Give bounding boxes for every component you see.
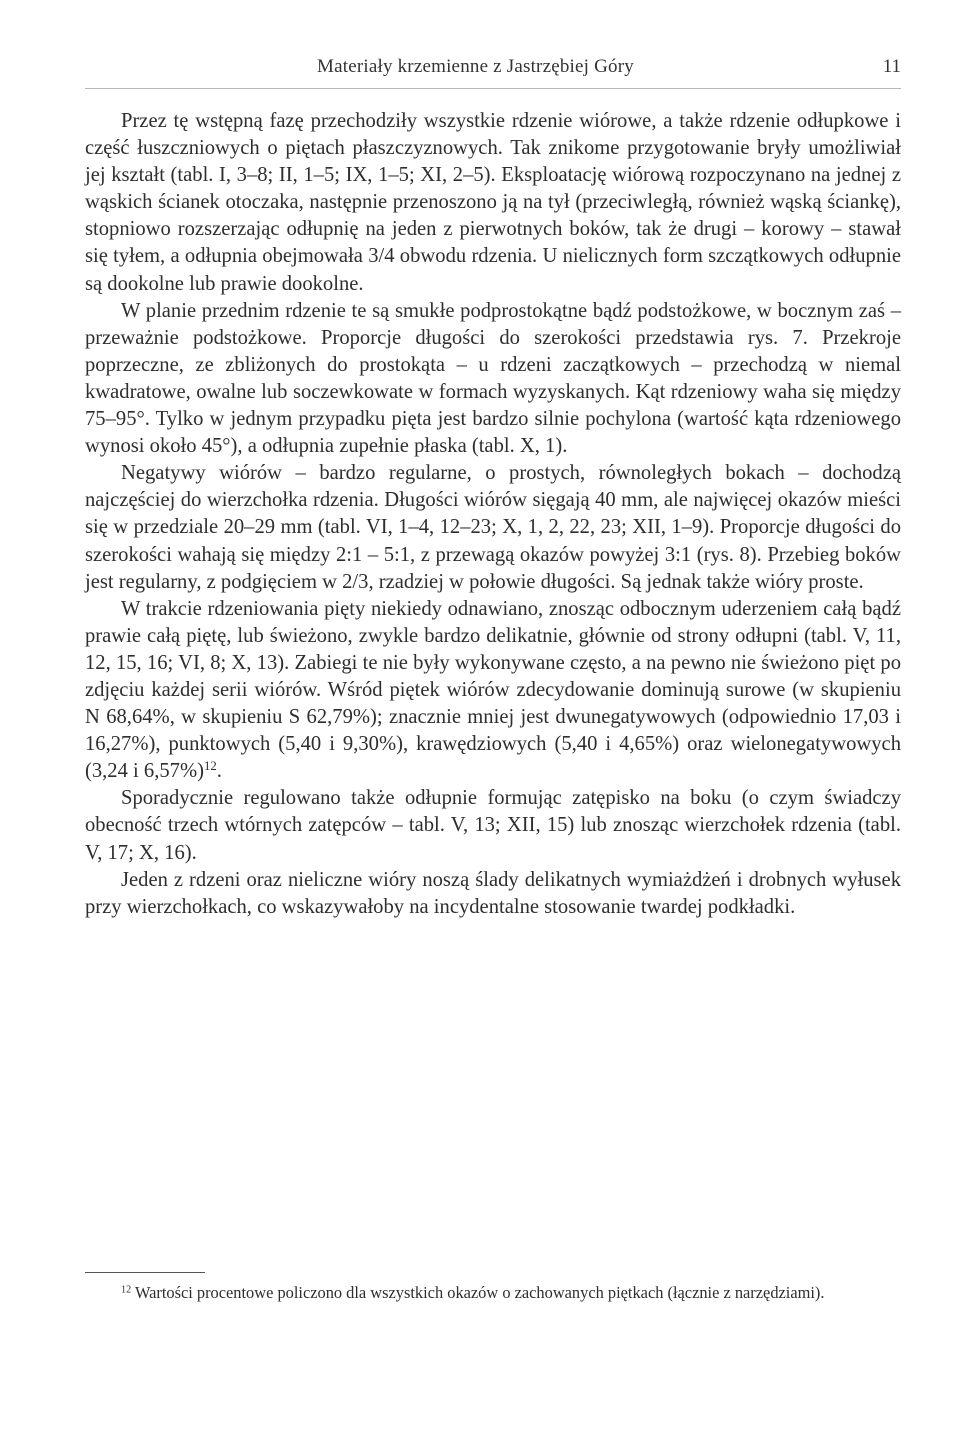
paragraph-4 <box>85 596 901 786</box>
paragraph-2: W planie przednim rdzenie te są smukłe podprostokątne bądź podstożkowe, w bocznym zaś – przeważnie podstożkowe. Proporcje długości do szerokości przedstawia rys. 7. Przekroje poprzeczne, ze zbliżonych do prostokąta – u rdzeni zaczątkowych – przechodzą w niemal kwadratowe, owalne lub soczewkowate w formach wyzyskanych. Kąt rdzeniowy waha się między 75–95°. Tylko w jednym przypadku pięta jest bardzo silnie pochylona (wartość kąta rdzeniowego wynosi około 45°), a odłupnia zupełnie płaska (tabl. X, 1). <box>85 299 901 458</box>
paragraph-1: Przez tę wstępną fazę przechodziły wszystkie rdzenie wiórowe, a także rdzenie odłupkowe i część łuszczniowych o piętach płaszczyznowych. Tak znikome przygotowanie bryły umożliwiał jej kształt (tabl. I, 3–8; II, 1–5; IX, 1–5; XI, 2–5). Eksploatację wiórową rozpoczynano na jednej z wąskich ścianek otoczaka, następnie przenoszono ją na tył (przeciwległą, również wąską ściankę), stopniowo rozszerzając odłupnię na jeden z pierwotnych boków, tak że drugi – korowy – stawał się tyłem, a odłupnia obejmowała 3/4 obwodu rdzenia. U nielicznych form szczątkowych odłupnie są dookolne lub prawie dookolne. <box>85 110 901 295</box>
page-number: 11 <box>882 56 901 77</box>
footnote-rule <box>85 1272 205 1273</box>
header-rule <box>85 88 901 89</box>
paragraph-6: Jeden z rdzeni oraz nieliczne wióry noszą ślady delikatnych wymiażdżeń i drobnych wyłusek przy wierzchołkach, co wskazywałoby na incydentalne stosowanie twardej podkładki. <box>85 868 901 918</box>
footnote-reference: 12 <box>203 759 217 774</box>
paragraph-3: Negatywy wiórów – bardzo regularne, o prostych, równoległych bokach – dochodzą najczęściej do wierzchołka rdzenia. Długości wiórów sięgają 40 mm, ale najwięcej okazów mieści się w przedziale 20–29 mm (tabl. VI, 1–4, 12–23; X, 1, 2, 22, 23; XII, 1–9). Proporcje długości do szerokości wahają się między 2:1 – 5:1, z przewagą okazów powyżej 3:1 (rys. 8). Przebieg boków jest regularny, z podgięciem w 2/3, rzadziej w połowie długości. Są jednak także wióry proste. <box>85 462 901 593</box>
body-text <box>85 108 901 921</box>
running-head <box>85 56 901 86</box>
footnote <box>85 1281 901 1305</box>
paragraph-5: Sporadycznie regulowano także odłupnie formując zatępisko na boku (o czym świadczy obecność trzech wtórnych zatępców – tabl. V, 13; XII, 15) lub znosząc wierzchołek rdzenia (tabl. V, 17; X, 16). <box>85 787 901 864</box>
footnote-number: 12 <box>121 1284 132 1296</box>
paragraph-4-tail: . <box>216 760 222 783</box>
footnote-text: Wartości procentowe policzono dla wszystkich okazów o zachowanych piętkach (łącznie z narzędziami). <box>131 1283 825 1302</box>
running-title: Materiały krzemienne z Jastrzębiej Góry <box>317 56 634 77</box>
paragraph-4-text: W trakcie rdzeniowania pięty niekiedy odnawiano, znosząc odbocznym uderzeniem całą bądź prawie całą piętę, lub świeżono, zwykle bardzo delikatnie, głównie od strony odłupni (tabl. V, 11, 12, 15, 16; VI, 8; X, 13). Zabiegi te nie były wykonywane często, a na pewno nie świeżono pięt po zdjęciu każdej serii wiórów. Wśród piętek wiórów zdecydowanie dominują surowe (w skupieniu N 68,64%, w skupieniu S 62,79%); znacznie mniej jest dwunegatywowych (odpowiednio 17,03 i 16,27%), punktowych (5,40 i 9,30%), krawędziowych (5,40 i 4,65%) oraz wielonegatywowych (3,24 i 6,57%) <box>85 597 901 783</box>
